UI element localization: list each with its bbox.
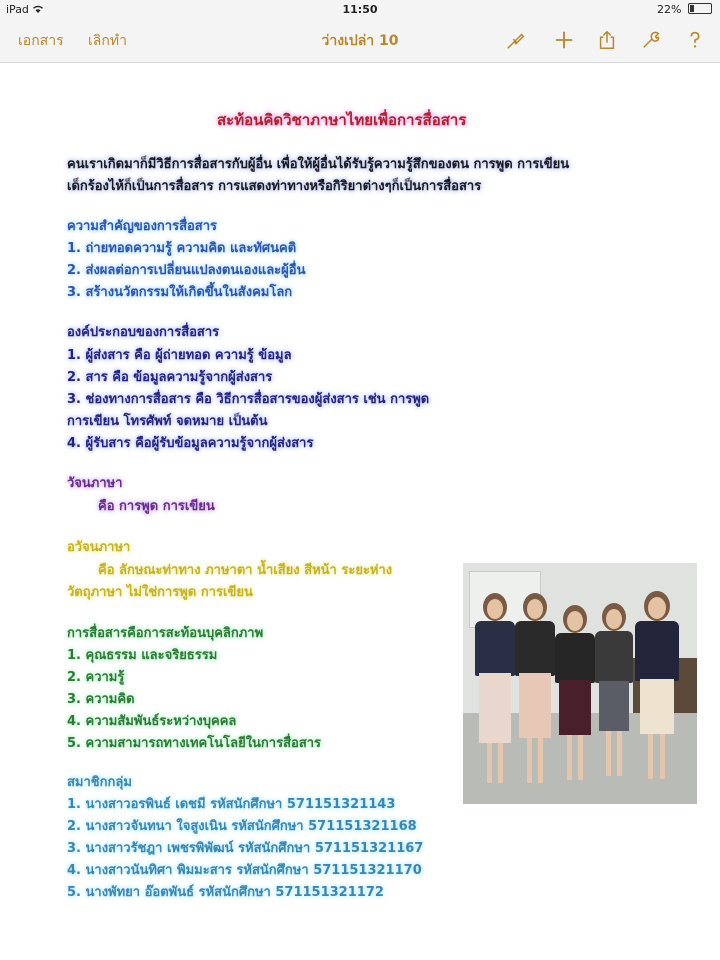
nonverbal-heading: อวัจนภาษา (67, 540, 131, 555)
importance-item: 2. ส่งผลต่อการเปลี่ยนแปลงตนเองและผู้อื่น (67, 263, 306, 278)
document-title: ว่างเปล่า 10 (321, 33, 399, 49)
intro-line-1: คนเราเกิดมาก็มีวิธีการสื่อสารกับผู้อื่น เพื่อให้ผู้อื่นได้รับรู้ความรู้สึกของตน การพูด การเขียน (67, 157, 570, 172)
members-heading: สมาชิกกลุ่ม (67, 775, 132, 790)
battery-indicator (657, 3, 712, 16)
status-bar (0, 0, 720, 20)
personality-item: 2. ความรู้ (67, 670, 125, 685)
components-item: การเขียน โทรศัพท์ จดหมาย เป็นต้น (67, 414, 268, 429)
personality-item: 1. คุณธรรม และจริยธรรม (67, 648, 218, 663)
components-item: 1. ผู้ส่งสาร คือ ผู้ถ่ายทอด ความรู้ ข้อมูล (67, 348, 292, 363)
documents-button[interactable]: เอกสาร (18, 33, 64, 49)
importance-item: 1. ถ่ายทอดความรู้ ความคิด และทัศนคติ (67, 241, 297, 256)
personality-item: 3. ความคิด (67, 692, 135, 707)
help-icon[interactable] (682, 27, 708, 53)
plus-icon[interactable] (551, 27, 577, 53)
clock: 11:50 (342, 3, 378, 16)
components-item: 3. ช่องทางการสื่อสาร คือ วิธีการสื่อสารของผู้ส่งสาร เช่น การพูด (67, 392, 430, 407)
components-heading: องค์ประกอบของการสื่อสาร (67, 325, 220, 340)
importance-item: 3. สร้างนวัตกรรมให้เกิดขึ้นในสังคมโลก (67, 285, 293, 300)
components-item: 4. ผู้รับสาร คือผู้รับข้อมูลความรู้จากผู้ส่งสาร (67, 436, 314, 451)
member-item: 1. นางสาวอรพินธ์ เดชมี รหัสนักศึกษา 571151321143 (67, 797, 396, 812)
personality-item: 5. ความสามารถทางเทคโนโลยีในการสื่อสาร (67, 736, 322, 751)
member-item: 4. นางสาวนันทิศา พิมมะสาร รหัสนักศึกษา 571151321170 (67, 863, 422, 878)
document-canvas[interactable] (0, 63, 720, 960)
undo-button[interactable]: เลิกทำ (88, 33, 127, 49)
battery-icon (688, 3, 712, 14)
document-heading: สะท้อนคิดวิชาภาษาไทยเพื่อการสื่อสาร (217, 111, 467, 129)
device-name: iPad (6, 3, 29, 16)
app-toolbar (0, 20, 720, 63)
nonverbal-text-1: คือ ลักษณะท่าทาง ภาษาตา น้ำเสียง สีหน้า ระยะห่าง (98, 563, 393, 578)
components-item: 2. สาร คือ ข้อมูลความรู้จากผู้ส่งสาร (67, 370, 273, 385)
verbal-heading: วัจนภาษา (67, 476, 123, 491)
share-icon[interactable] (594, 27, 620, 53)
nonverbal-text-2: วัตถุภาษา ไม่ใช่การพูด การเขียน (67, 585, 253, 600)
personality-heading: การสื่อสารคือการสะท้อนบุคลิกภาพ (67, 626, 264, 641)
member-item: 3. นางสาวรัชฎา เพชรพิพัฒน์ รหัสนักศึกษา 571151321167 (67, 841, 424, 856)
member-item: 2. นางสาวจันทนา ใจสูงเนิน รหัสนักศึกษา 571151321168 (67, 819, 417, 834)
member-item: 5. นางพัทยา อ๊อตพันธ์ รหัสนักศึกษา 571151321172 (67, 885, 384, 900)
personality-item: 4. ความสัมพันธ์ระหว่างบุคคล (67, 714, 237, 729)
brush-icon[interactable] (503, 27, 529, 53)
intro-line-2: เด็กร้องไห้ก็เป็นการสื่อสาร การแสดงท่าทางหรือกิริยาต่างๆก็เป็นการสื่อสาร (67, 179, 482, 194)
importance-heading: ความสำคัญของการสื่อสาร (67, 219, 218, 234)
group-photo[interactable] (463, 563, 697, 804)
wrench-icon[interactable] (638, 27, 664, 53)
verbal-text: คือ การพูด การเขียน (98, 499, 215, 514)
battery-percent: 22% (657, 3, 682, 16)
